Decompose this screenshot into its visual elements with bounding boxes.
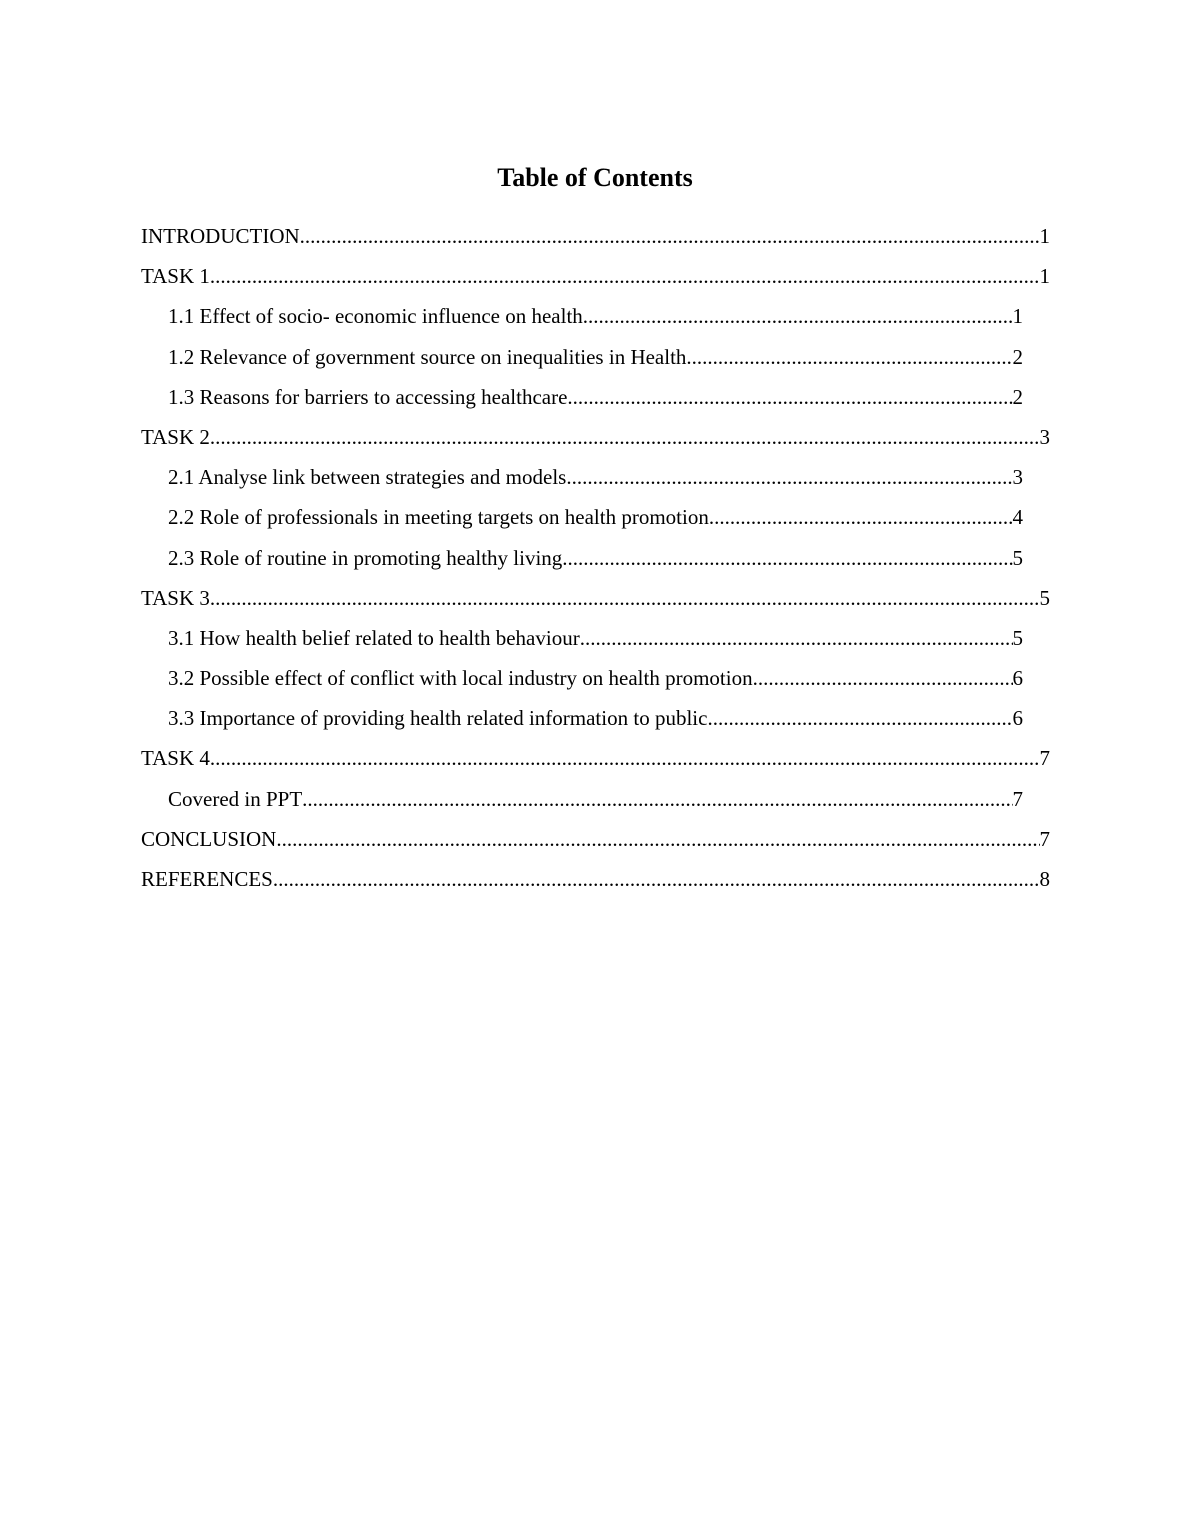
toc-entry-text: TASK 3 [141, 585, 210, 610]
toc-page-number: 3 [1039, 424, 1050, 449]
toc-page-number: 8 [1039, 867, 1050, 891]
toc-entry-text: TASK 1 [141, 264, 210, 289]
toc-page-number: 2 [1012, 384, 1023, 409]
toc-leader-dots [580, 622, 1013, 654]
toc-leader-dots [566, 461, 1012, 493]
toc-leader-dots [753, 662, 1013, 694]
toc-entry-text: INTRODUCTION [141, 224, 300, 248]
toc-leader-dots [686, 341, 1012, 373]
toc-entry-text: Covered in PPT [168, 786, 303, 811]
toc-leader-dots [210, 582, 1040, 614]
toc-entry-3-3[interactable] [168, 702, 1023, 742]
toc-page-number: 1 [1039, 224, 1050, 248]
toc-entry-text: 2.1 Analyse link between strategies and models [168, 465, 567, 490]
toc-leader-dots [583, 300, 1013, 332]
toc-entry-references[interactable] [141, 863, 1050, 903]
toc-entry-1-2[interactable] [168, 341, 1023, 381]
toc-entry-text: 3.1 How health belief related to health behaviour [168, 625, 580, 650]
toc-entry-text: REFERENCES [141, 867, 273, 891]
toc-leader-dots [567, 381, 1012, 413]
toc-leader-dots [709, 501, 1013, 533]
toc-page-number: 5 [1012, 545, 1023, 570]
toc-entry-task-1[interactable] [141, 260, 1050, 300]
toc-entry-text: 1.3 Reasons for barriers to accessing healthcare [168, 384, 568, 409]
toc-entry-3-2[interactable] [168, 662, 1023, 702]
toc-entry-1-1[interactable] [168, 300, 1023, 340]
toc-entry-covered-in-ppt[interactable] [168, 783, 1023, 823]
toc-entry-2-2[interactable] [168, 501, 1023, 541]
toc-page-number: 7 [1012, 786, 1023, 811]
toc-title: Table of Contents [497, 163, 693, 192]
toc-leader-dots [273, 863, 1040, 895]
toc-page-number: 1 [1012, 304, 1023, 329]
toc-list [0, 220, 1190, 903]
toc-page-number: 2 [1012, 344, 1023, 369]
toc-page-number: 5 [1012, 625, 1023, 650]
toc-page-number: 1 [1039, 264, 1050, 289]
toc-leader-dots [210, 421, 1040, 453]
toc-entry-text: 3.3 Importance of providing health related information to public [168, 706, 708, 731]
toc-leader-dots [210, 742, 1040, 774]
toc-entry-text: 1.2 Relevance of government source on inequalities in Health [168, 344, 687, 369]
toc-page-number: 6 [1012, 666, 1023, 691]
toc-page-number: 6 [1012, 706, 1023, 731]
toc-entry-2-3[interactable] [168, 542, 1023, 582]
toc-entry-task-4[interactable] [141, 742, 1050, 782]
toc-page-number: 5 [1039, 585, 1050, 610]
toc-leader-dots [562, 542, 1012, 574]
toc-entry-text: TASK 2 [141, 424, 210, 449]
toc-leader-dots [300, 220, 1040, 252]
toc-entry-text: 1.1 Effect of socio- economic influence on health [168, 304, 583, 329]
toc-entry-3-1[interactable] [168, 622, 1023, 662]
toc-entry-text: TASK 4 [141, 746, 210, 771]
toc-leader-dots [707, 702, 1012, 734]
toc-entry-text: 2.2 Role of professionals in meeting targets on health promotion [168, 505, 709, 530]
toc-entry-text: 2.3 Role of routine in promoting healthy living [168, 545, 563, 570]
toc-page-number: 3 [1012, 465, 1023, 490]
toc-entry-task-3[interactable] [141, 582, 1050, 622]
toc-leader-dots [276, 823, 1039, 855]
toc-entry-task-2[interactable] [141, 421, 1050, 461]
toc-entry-conclusion[interactable] [141, 823, 1050, 863]
toc-entry-text: CONCLUSION [141, 826, 277, 851]
toc-entry-1-3[interactable] [168, 381, 1023, 421]
toc-entry-2-1[interactable] [168, 461, 1023, 501]
toc-entry-introduction[interactable] [141, 220, 1050, 260]
toc-leader-dots [302, 783, 1012, 815]
toc-page-number: 7 [1039, 826, 1050, 851]
toc-page-number: 4 [1012, 505, 1023, 530]
toc-entry-text: 3.2 Possible effect of conflict with local industry on health promotion [168, 666, 753, 691]
toc-page-number: 7 [1039, 746, 1050, 771]
toc-leader-dots [210, 260, 1040, 292]
